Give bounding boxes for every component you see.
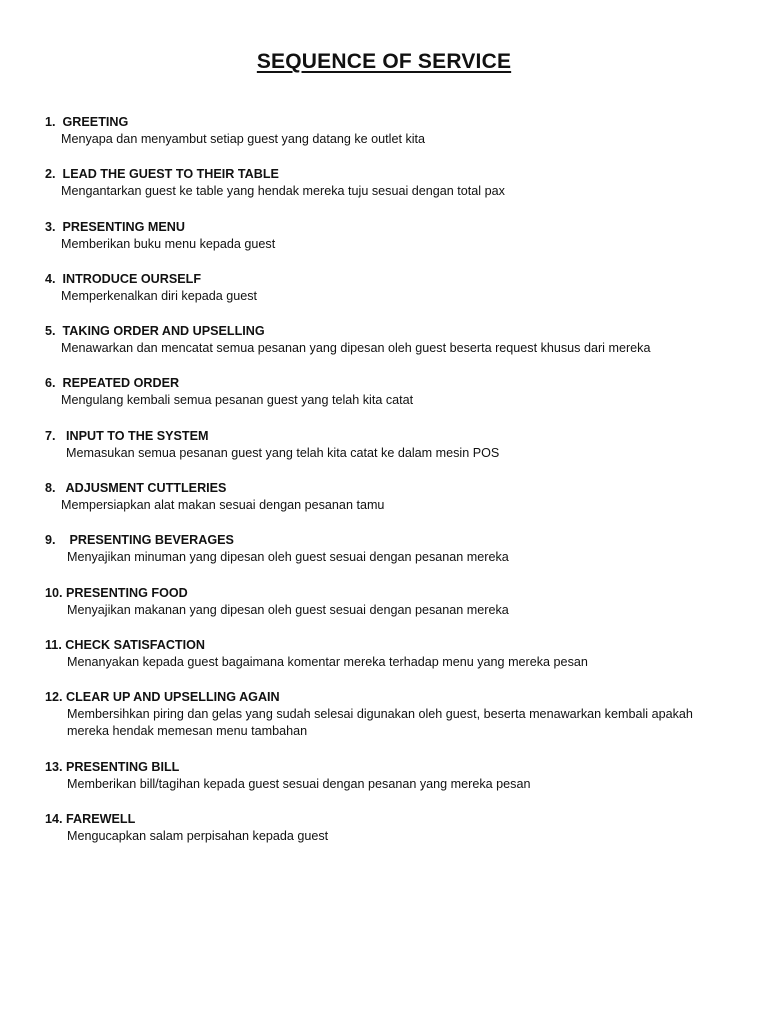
step-heading: 9. PRESENTING BEVERAGES <box>45 533 234 548</box>
step-description: Mempersiapkan alat makan sesuai dengan pesanan tamu <box>61 498 385 513</box>
step-description: Menyajikan minuman yang dipesan oleh guest sesuai dengan pesanan mereka <box>67 550 509 565</box>
step-14 <box>45 811 725 863</box>
step-heading: 12. CLEAR UP AND UPSELLING AGAIN <box>45 690 280 705</box>
step-7 <box>45 428 725 480</box>
step-description: Membersihkan piring dan gelas yang sudah selesai digunakan oleh guest, beserta menawarkan kembali apakah mereka hendak memesan menu tambahan <box>67 707 693 739</box>
step-13 <box>45 759 725 811</box>
step-12 <box>45 689 725 759</box>
step-heading: 10. PRESENTING FOOD <box>45 585 188 600</box>
step-description: Mengulang kembali semua pesanan guest yang telah kita catat <box>61 393 414 408</box>
step-heading: 4. INTRODUCE OURSELF <box>45 271 202 286</box>
step-4 <box>45 271 725 323</box>
step-heading: 1. GREETING <box>45 115 129 129</box>
step-description: Memperkenalkan diri kepada guest <box>61 288 258 303</box>
step-description: Mengantarkan guest ke table yang hendak mereka tuju sesuai dengan total pax <box>61 184 505 199</box>
step-description: Menyapa dan menyambut setiap guest yang datang ke outlet kita <box>61 132 426 146</box>
step-3 <box>45 219 725 271</box>
step-heading: 3. PRESENTING MENU <box>45 219 185 234</box>
step-heading: 14. FAREWELL <box>45 812 136 827</box>
step-heading: 7. INPUT TO THE SYSTEM <box>45 428 209 443</box>
step-2 <box>45 166 725 218</box>
step-heading: 11. CHECK SATISFACTION <box>45 637 206 652</box>
page-title: SEQUENCE OF SERVICE <box>256 50 512 73</box>
step-description: Menyajikan makanan yang dipesan oleh guest sesuai dengan pesanan mereka <box>67 602 509 617</box>
step-heading: 8. ADJUSMENT CUTTLERIES <box>45 481 227 496</box>
step-1 <box>45 114 725 166</box>
step-8 <box>45 480 725 532</box>
step-description: Mengucapkan salam perpisahan kepada guest <box>67 829 329 844</box>
step-5 <box>45 323 725 375</box>
step-description: Memberikan bill/tagihan kepada guest sesuai dengan pesanan yang mereka pesan <box>67 776 531 791</box>
step-description: Memberikan buku menu kepada guest <box>61 236 276 251</box>
step-10 <box>45 585 725 637</box>
step-heading: 2. LEAD THE GUEST TO THEIR TABLE <box>45 167 279 182</box>
step-heading: 13. PRESENTING BILL <box>45 759 180 774</box>
step-9 <box>45 532 725 584</box>
step-description: Menanyakan kepada guest bagaimana komentar mereka terhadap menu yang mereka pesan <box>67 654 588 669</box>
service-step-list <box>45 114 725 863</box>
step-description: Menawarkan dan mencatat semua pesanan yang dipesan oleh guest beserta request khusus dari mereka <box>61 341 651 356</box>
step-heading: 5. TAKING ORDER AND UPSELLING <box>45 324 265 339</box>
step-description: Memasukan semua pesanan guest yang telah kita catat ke dalam mesin POS <box>66 445 500 460</box>
step-heading: 6. REPEATED ORDER <box>45 376 180 391</box>
step-11 <box>45 637 725 689</box>
step-6 <box>45 375 725 427</box>
